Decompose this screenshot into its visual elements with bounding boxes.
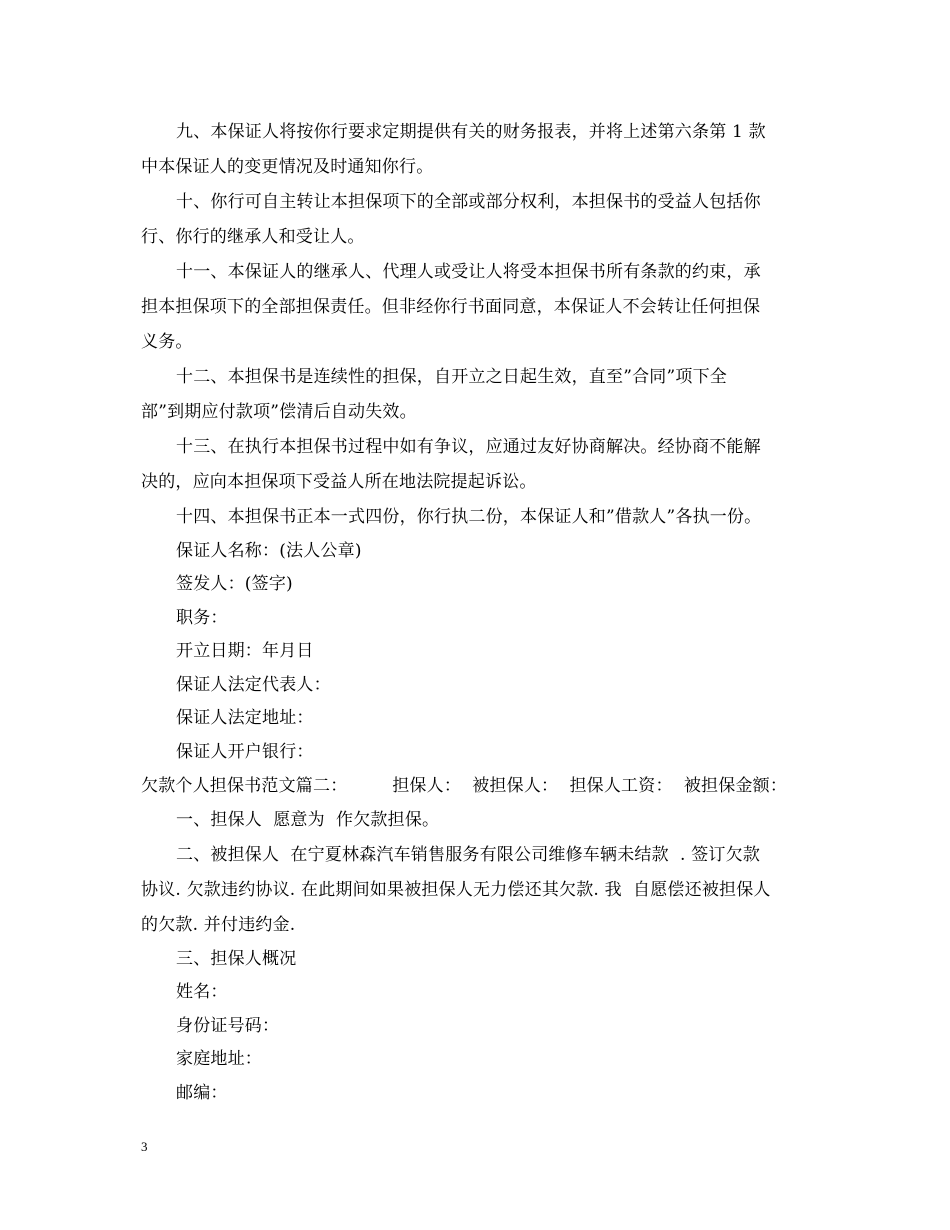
text-line: 担本担保项下的全部担保责任。但非经你行书面同意，本保证人不会转让任何担保 — [141, 297, 761, 317]
signer-field: 签发人：(签字) — [176, 574, 293, 594]
text-line: 三、担保人概况 — [176, 949, 297, 969]
name-field: 姓名： — [176, 982, 228, 1002]
text-line: 十四、本担保书正本一式四份，你行执二份，本保证人和”借款人”各执一份。 — [176, 507, 762, 527]
guarantor-name-field: 保证人名称：(法人公章) — [176, 541, 362, 561]
page-number: 3 — [141, 1139, 148, 1154]
legal-representative-field: 保证人法定代表人： — [176, 675, 331, 695]
text-line: 十一、本保证人的继承人、代理人或受让人将受本担保书所有条款的约束，承 — [176, 262, 761, 282]
position-field: 职务： — [176, 608, 228, 628]
text-line: 决的，应向本担保项下受益人所在地法院提起诉讼。 — [141, 472, 537, 492]
section-heading: 欠款个人担保书范文篇二： 担保人： 被担保人： 担保人工资： 被担保金额： — [141, 776, 788, 796]
text-line: 行、你行的继承人和受让人。 — [141, 227, 365, 247]
issue-date-field: 开立日期：年月日 — [176, 641, 314, 661]
text-line: 的欠款. 并付违约金. — [141, 915, 296, 935]
home-address-field: 家庭地址： — [176, 1049, 262, 1069]
postal-code-field: 邮编： — [176, 1083, 228, 1103]
text-line: 中本保证人的变更情况及时通知你行。 — [141, 157, 434, 177]
bank-account-field: 保证人开户银行： — [176, 742, 314, 762]
text-line: 义务。 — [141, 332, 193, 352]
text-line: 部”到期应付款项”偿清后自动失效。 — [141, 402, 417, 422]
text-line: 十三、在执行本担保书过程中如有争议，应通过友好协商解决。经协商不能解 — [176, 437, 761, 457]
text-line: 九、本保证人将按你行要求定期提供有关的财务报表，并将上述第六条第 1 款 — [176, 122, 766, 142]
text-line: 二、被担保人 在宁夏林森汽车销售服务有限公司维修车辆未结款 . 签订欠款 — [176, 845, 761, 865]
text-line: 一、担保人 愿意为 作欠款担保。 — [176, 810, 440, 830]
text-line: 十二、本担保书是连续性的担保，自开立之日起生效，直至”合同”项下全 — [176, 367, 727, 387]
text-line: 协议. 欠款违约协议. 在此期间如果被担保人无力偿还其欠款. 我 自愿偿还被担保人 — [141, 880, 771, 900]
legal-address-field: 保证人法定地址： — [176, 708, 314, 728]
id-number-field: 身份证号码： — [176, 1016, 280, 1036]
text-line: 十、你行可自主转让本担保项下的全部或部分权利，本担保书的受益人包括你 — [176, 192, 761, 212]
